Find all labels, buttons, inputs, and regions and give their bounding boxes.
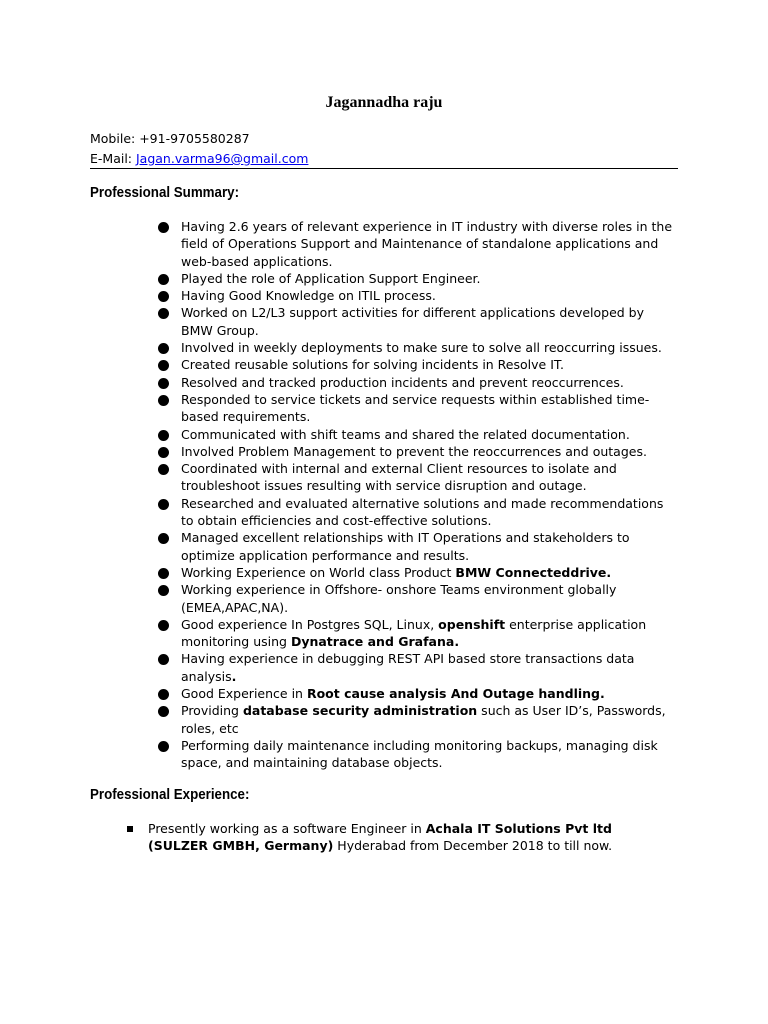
item-text: Performing daily maintenance including monitoring backups, managing disk space, and maintaining database objects. — [181, 737, 658, 771]
bullet-dot-icon — [158, 533, 169, 544]
item-text: Providing — [181, 703, 243, 719]
bold-text: Root cause analysis And Outage handling. — [306, 686, 605, 702]
list-item — [0, 374, 676, 391]
bullet-dot-icon — [158, 620, 169, 631]
item-text: Having experience in debugging REST API based store transactions data analysis — [181, 651, 635, 684]
item-text: Responded to service tickets and service requests within established time-based requirements. — [181, 391, 650, 425]
item-text: Communicated with shift teams and shared the related documentation. — [181, 426, 630, 442]
list-item — [0, 391, 676, 426]
list-item — [0, 460, 676, 495]
item-text: Good Experience in — [181, 686, 307, 702]
list-item — [0, 820, 628, 855]
bold-text: BMW Connecteddrive. — [455, 564, 612, 580]
bullet-square-icon — [127, 826, 133, 832]
bullet-dot-icon — [158, 654, 169, 665]
list-item — [0, 339, 676, 356]
item-text: Working experience in Offshore- onshore Teams environment globally (EMEA,APAC,NA). — [181, 582, 617, 615]
item-text: Coordinated with internal and external Client resources to isolate and troubleshoot issues resulting with service disruption and outage. — [181, 461, 617, 494]
item-text: Resolved and tracked production incidents and prevent reoccurrences. — [181, 374, 624, 390]
list-item — [0, 564, 676, 581]
bullet-dot-icon — [158, 308, 169, 319]
list-item — [0, 443, 676, 460]
bold-text: . — [231, 668, 237, 684]
bullet-dot-icon — [158, 741, 169, 752]
item-text: such as User ID’s, Passwords, roles, etc — [181, 703, 666, 736]
list-item — [0, 737, 676, 772]
summary-heading: Professional Summary: — [90, 185, 240, 201]
item-text: enterprise application monitoring using — [181, 616, 647, 650]
list-item — [0, 287, 676, 304]
header-divider — [90, 168, 678, 169]
bullet-dot-icon — [158, 274, 169, 285]
bullet-dot-icon — [158, 689, 169, 700]
bullet-dot-icon — [158, 291, 169, 302]
bullet-dot-icon — [158, 395, 169, 406]
experience-heading: Professional Experience: — [90, 787, 250, 803]
mobile-label: Mobile: — [90, 131, 140, 146]
list-item — [0, 495, 676, 530]
item-text: Involved in weekly deployments to make sure to solve all reoccurring issues. — [181, 340, 662, 356]
item-text: Managed excellent relationships with IT Operations and stakeholders to optimize application performance and results. — [181, 530, 630, 563]
list-item — [0, 356, 676, 373]
list-item — [0, 304, 676, 339]
item-text: Created reusable solutions for solving incidents in Resolve IT. — [181, 357, 565, 373]
bold-text: Achala IT Solutions Pvt ltd (SULZER GMBH, Germany) — [148, 821, 612, 854]
candidate-name: Jagannadha raju — [325, 94, 443, 111]
item-text: Played the role of Application Support Engineer. — [181, 270, 481, 286]
bullet-dot-icon — [158, 360, 169, 371]
bullet-dot-icon — [158, 499, 169, 510]
bold-text: openshift — [438, 616, 506, 632]
list-item — [0, 218, 676, 270]
bullet-dot-icon — [158, 222, 169, 233]
bold-text: database security administration — [242, 703, 478, 719]
item-text: Involved Problem Management to prevent the reoccurrences and outages. — [181, 443, 647, 459]
item-text: Working Experience on World class Product — [181, 564, 456, 580]
list-item — [0, 426, 676, 443]
bullet-dot-icon — [158, 447, 169, 458]
item-text: Hyderabad from December 2018 to till now. — [333, 838, 613, 854]
item-text: Having Good Knowledge on ITIL process. — [181, 288, 436, 304]
item-text: Worked on L2/L3 support activities for different applications developed by BMW Group. — [181, 305, 645, 338]
bullet-dot-icon — [158, 430, 169, 441]
mobile-number: +91-9705580287 — [139, 131, 250, 146]
summary-list — [0, 218, 768, 772]
list-item — [0, 270, 676, 287]
bullet-dot-icon — [158, 464, 169, 475]
item-text: Having 2.6 years of relevant experience in IT industry with diverse roles in the field of Operations Support and Maintenance of standalone applications and web-based applications. — [181, 219, 673, 269]
list-item — [0, 650, 676, 685]
bullet-dot-icon — [158, 343, 169, 354]
bold-text: Dynatrace and Grafana. — [290, 634, 460, 650]
bullet-dot-icon — [158, 568, 169, 579]
list-item — [0, 685, 676, 702]
item-text: Researched and evaluated alternative solutions and made recommendations to obtain efficiencies and cost-effective solutions. — [181, 495, 664, 529]
list-item — [0, 529, 676, 564]
bullet-dot-icon — [158, 378, 169, 389]
email-line — [90, 150, 308, 168]
mobile-line — [90, 130, 250, 148]
experience-list — [0, 820, 768, 855]
bullet-dot-icon — [158, 585, 169, 596]
bullet-dot-icon — [158, 706, 169, 717]
list-item — [0, 616, 676, 651]
list-item — [0, 581, 676, 616]
email-link[interactable]: Jagan.varma96@gmail.com — [135, 151, 309, 166]
item-text: Presently working as a software Engineer in — [148, 821, 426, 836]
email-label: E-Mail: — [90, 151, 136, 166]
item-text: Good experience In Postgres SQL, Linux, — [181, 616, 439, 632]
list-item — [0, 702, 676, 737]
